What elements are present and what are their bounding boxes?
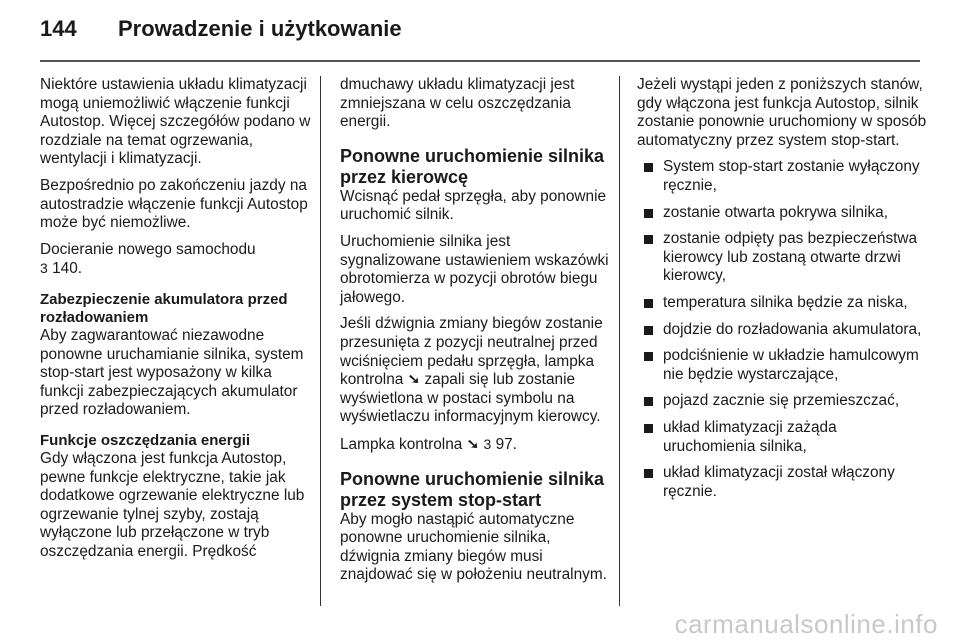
list-item: zostanie odpięty pas bezpieczeństwa kierowcy lub zostaną otwarte drzwi kierowcy, — [637, 230, 927, 286]
reference-text: Docieranie nowego samochodu — [40, 240, 256, 258]
reference-arrow-icon: 3 — [40, 260, 48, 277]
paragraph: Aby zagwarantować niezawodne ponowne uruchamianie silnika, system stop-start jest wyposażony w kilka funkcji zabezpieczających akumulator przed rozładowaniem. — [40, 326, 304, 419]
watermark: carmanualsonline.info — [674, 609, 938, 639]
list-item: zostanie otwarta pokrywa silnika, — [637, 204, 927, 223]
page-reference-link[interactable]: 140. — [52, 260, 83, 278]
paragraph-with-icon: Jeśli dźwignia zmiany biegów zostanie przesunięta z pozycji neutralnej przed wciśnięciem pedału sprzęgła, lampka kontrolna ➘ zapali się lub zostanie wyświetlona w postaci symbolu na wyświetlaczu informacyjnym kierowcy. — [340, 315, 603, 426]
paragraph: dmuchawy układu klimatyzacji jest zmniejszana w celu oszczędzania energii. — [340, 76, 575, 131]
column-1 — [40, 76, 312, 569]
paragraph: Aby mogło nastąpić automatyczne ponowne uruchomienie silnika, dźwignia zmiany biegów musi znajdować się w położeniu neutralnym. — [340, 510, 607, 584]
list-item: dojdzie do rozładowania akumulatora, — [637, 321, 927, 340]
autostop-lamp-icon: ➘ — [466, 436, 480, 453]
list-item: podciśnienie w układzie hamulcowym nie będzie wystarczające, — [637, 347, 927, 384]
list-item: układ klimatyzacji zażąda uruchomienia silnika, — [637, 419, 927, 456]
list-item: System stop-start zostanie wyłączony ręcznie, — [637, 158, 927, 195]
list-item: temperatura silnika będzie za niska, — [637, 294, 927, 313]
column-3 — [637, 76, 927, 509]
paragraph-cross-reference — [40, 241, 312, 279]
column-divider-2 — [619, 76, 620, 606]
column-2 — [340, 76, 610, 593]
paragraph: Bezpośrednio po zakończeniu jazdy na autostradzie włączenie funkcji Autostop może być niemożliwe. — [40, 176, 308, 232]
page-reference-link[interactable]: 97. — [495, 435, 517, 453]
column-divider-1 — [320, 76, 321, 606]
page-header — [40, 16, 402, 50]
restart-conditions-list — [637, 158, 927, 501]
autostop-lamp-icon: ➘ — [407, 372, 421, 388]
paragraph: Gdy włączona jest funkcja Autostop, pewne funkcje elektryczne, takie jak dodatkowe ogrzewanie elektryczne lub ogrzewanie tylnej szyby, zostają wyłączone lub przełączone w tryb oszczędzania energii. Prędkość — [40, 449, 305, 560]
subheading-battery: Zabezpieczenie akumulatora przed rozładowaniem — [40, 290, 288, 326]
heading-system-restart: Ponowne uruchomienie silnika przez system stop-start — [340, 468, 605, 510]
paragraph: Niektóre ustawienia układu klimatyzacji mogą uniemożliwić włączenie funkcji Autostop. Więcej szczegółów podano w rozdziale na temat ogrzewania, wentylacji i klimatyzacji. — [40, 76, 311, 168]
reference-arrow-icon: 3 — [483, 435, 492, 452]
heading-driver-restart: Ponowne uruchomienie silnika przez kierowcę — [340, 145, 605, 187]
running-title: Prowadzenie i użytkowanie — [118, 16, 402, 41]
paragraph-cross-reference: Lampka kontrolna ➘ 3 97. — [340, 435, 517, 453]
paragraph: Wcisnąć pedał sprzęgła, aby ponownie uruchomić silnik. — [340, 187, 607, 224]
page-number: 144 — [40, 16, 77, 41]
paragraph: Uruchomienie silnika jest sygnalizowane ustawieniem wskazówki obrotomierza w pozycji obrotów biegu jałowego. — [340, 232, 609, 306]
paragraph: Jeżeli wystąpi jeden z poniższych stanów, gdy włączona jest funkcja Autostop, silnik zostanie ponownie uruchomiony w sposób automatyczny przez system stop-start. — [637, 76, 927, 149]
subheading-energy-saving: Funkcje oszczędzania energii — [40, 431, 251, 449]
list-item: układ klimatyzacji został włączony ręcznie. — [637, 464, 927, 501]
header-divider — [40, 60, 920, 62]
list-item: pojazd zacznie się przemieszczać, — [637, 392, 927, 411]
